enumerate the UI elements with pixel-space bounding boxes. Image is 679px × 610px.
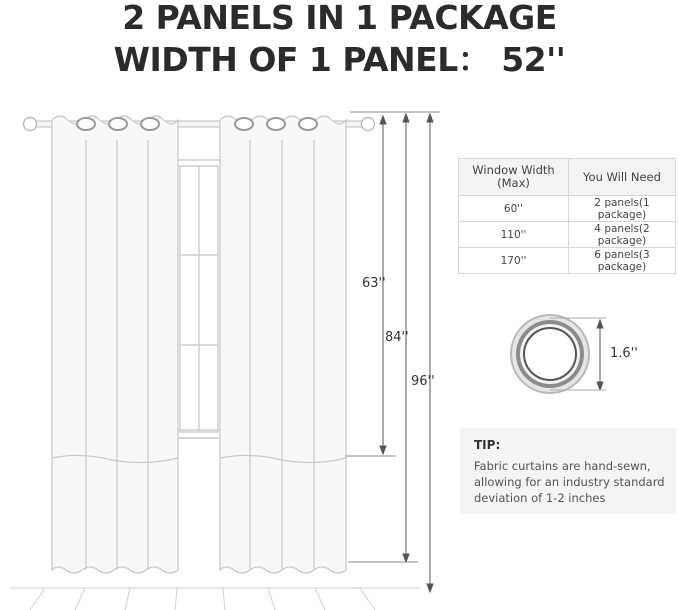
header-window-width-label: Window Width (Max): [472, 163, 555, 190]
cell-width: 170'': [459, 248, 569, 274]
tip-title: TIP:: [474, 438, 501, 452]
right-curtain-panel: [220, 116, 346, 573]
window-frame: [172, 160, 226, 438]
grommet-diameter-label: 1.6'': [610, 346, 638, 361]
left-grommets: [77, 118, 159, 130]
right-grommets: [235, 118, 317, 130]
dimension-lines: [346, 112, 440, 592]
size-table: [458, 158, 676, 274]
table-row: [459, 196, 676, 222]
size-table-header-row: [459, 159, 676, 196]
header-window-width: [459, 159, 569, 196]
tip-box: [460, 428, 676, 514]
floor-lines: [10, 588, 420, 610]
dimension-label-63: 63'': [362, 276, 386, 291]
header-you-will-need: You Will Need: [569, 159, 676, 196]
cell-width: 110'': [459, 222, 569, 248]
cell-need: 2 panels(1 package): [569, 196, 676, 222]
table-row: [459, 222, 676, 248]
table-row: [459, 248, 676, 274]
left-curtain-panel: [52, 116, 178, 573]
tip-text: Fabric curtains are hand-sewn, allowing for an industry standard deviation of 1-2 inches: [474, 459, 665, 505]
cell-need: 4 panels(2 package): [569, 222, 676, 248]
headline-panels-per-package: 2 PANELS IN 1 PACKAGE: [122, 0, 557, 37]
cell-width: 60'': [459, 196, 569, 222]
cell-need: 6 panels(3 package): [569, 248, 676, 274]
grommet-ring-icon: [510, 314, 590, 394]
headline-panel-width: WIDTH OF 1 PANEL： 52'': [113, 40, 566, 79]
dimension-label-84: 84'': [385, 330, 409, 345]
dimension-label-96: 96'': [411, 374, 435, 389]
